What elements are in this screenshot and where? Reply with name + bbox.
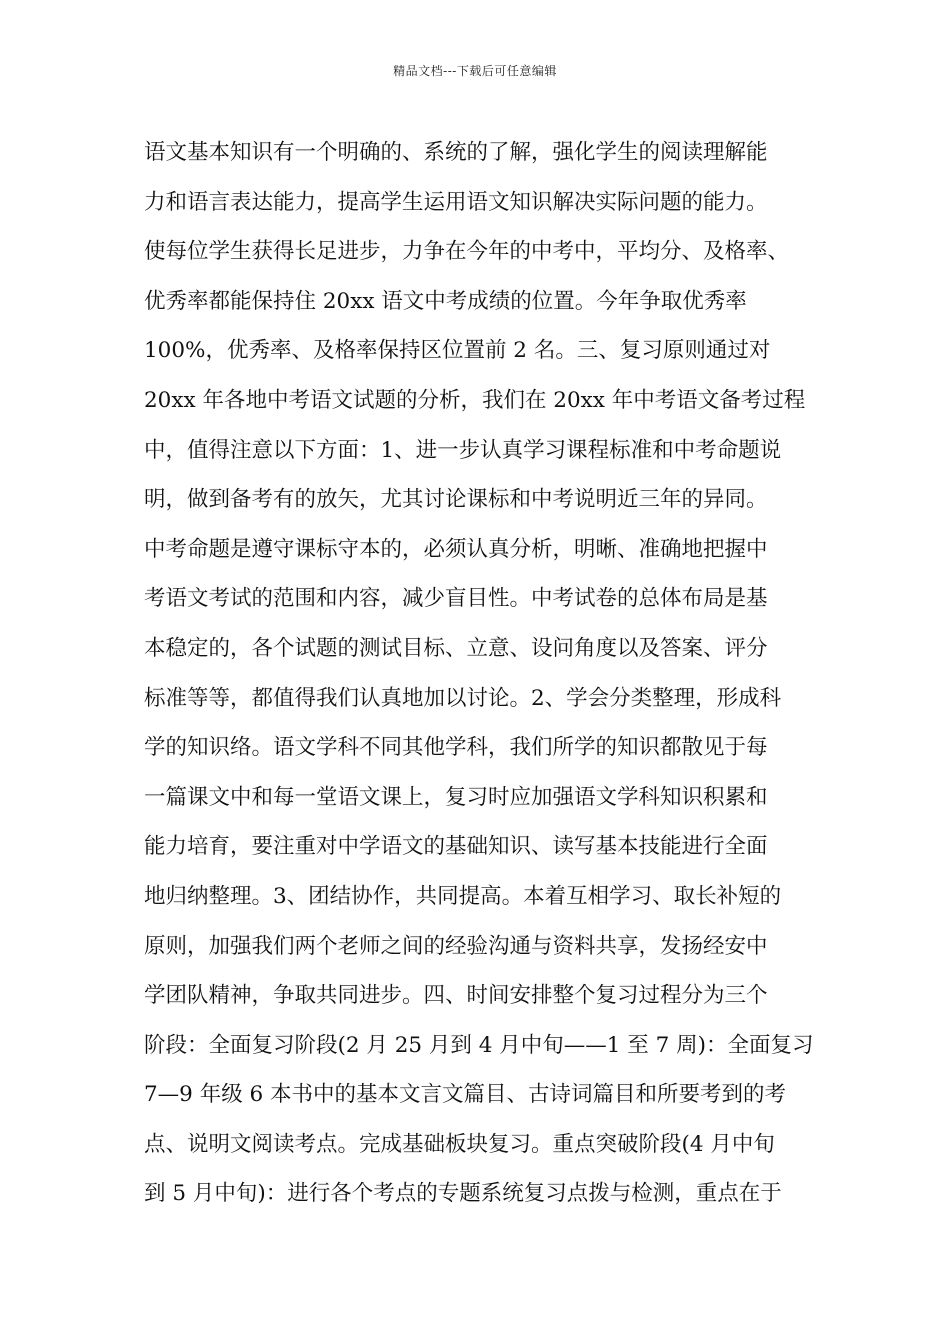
text-line: 100%，优秀率、及格率保持区位置前 2 名。三、复习原则通过对 [144, 338, 771, 364]
text-line: 力和语言表达能力，提高学生运用语文知识解决实际问题的能力。 [144, 189, 768, 215]
text-line: 学团队精神，争取共同进步。四、时间安排整个复习过程分为三个 [144, 983, 768, 1009]
text-line: 7—9 年级 6 本书中的基本文言文篇目、古诗词篇目和所要考到的考 [144, 1082, 787, 1108]
text-line: 优秀率都能保持住 20xx 语文中考成绩的位置。今年争取优秀率 [144, 288, 747, 314]
text-line: 能力培育，要注重对中学语文的基础知识、读写基本技能进行全面 [144, 834, 768, 860]
text-line: 原则，加强我们两个老师之间的经验沟通与资料共享，发扬经安中 [144, 933, 768, 959]
text-line: 考语文考试的范围和内容，减少盲目性。中考试卷的总体布局是基 [144, 586, 768, 612]
page-header: 精品文档---下载后可任意编辑 [393, 64, 557, 78]
text-line: 使每位学生获得长足进步，力争在今年的中考中，平均分、及格率、 [144, 239, 790, 265]
document-body [144, 132, 814, 1223]
text-line: 点、说明文阅读考点。完成基础板块复习。重点突破阶段(4 月中旬 [144, 1131, 775, 1157]
text-line: 学的知识络。语文学科不同其他学科，我们所学的知识都散见于每 [144, 735, 768, 761]
text-line: 20xx 年各地中考语文试题的分析，我们在 20xx 年中考语文备考过程 [144, 387, 806, 413]
text-line: 阶段：全面复习阶段(2 月 25 月到 4 月中旬——1 至 7 周)：全面复习 [144, 1032, 814, 1058]
text-line: 中，值得注意以下方面：1、进一步认真学习课程标准和中考命题说 [144, 437, 782, 463]
text-line: 本稳定的，各个试题的测试目标、立意、设问角度以及答案、评分 [144, 635, 768, 661]
text-line: 明，做到备考有的放矢，尤其讨论课标和中考说明近三年的异同。 [144, 487, 768, 513]
text-line: 地归纳整理。3、团结协作，共同提高。本着互相学习、取长补短的 [144, 883, 782, 909]
text-line: 标准等等，都值得我们认真地加以讨论。2、学会分类整理，形成科 [144, 685, 782, 711]
text-line: 到 5 月中旬)：进行各个考点的专题系统复习点拨与检测，重点在于 [144, 1181, 782, 1207]
text-line: 语文基本知识有一个明确的、系统的了解，强化学生的阅读理解能 [144, 140, 768, 165]
text-line: 一篇课文中和每一堂语文课上，复习时应加强语文学科知识积累和 [144, 784, 768, 810]
text-line: 中考命题是遵守课标守本的，必须认真分析，明晰、准确地把握中 [144, 536, 768, 562]
